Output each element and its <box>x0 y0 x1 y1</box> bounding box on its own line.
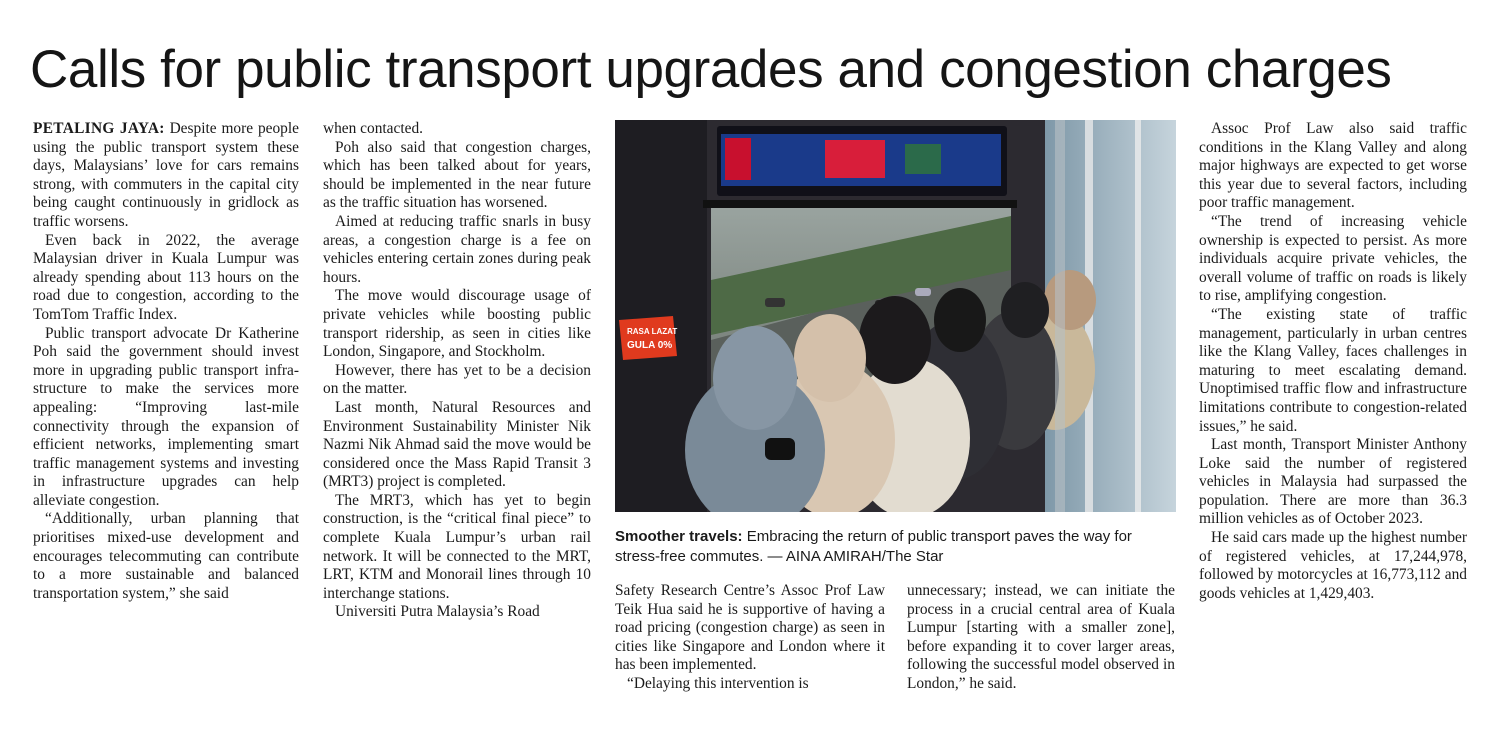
paragraph: The MRT3, which has yet to begin construction, is the “critical final piece” to complete Kuala Lumpur’s urban rail network. It will be connected to the MRT, LRT, KTM and Monorail lines through 10 interchange stations. <box>323 491 591 602</box>
paragraph: Universiti Putra Malaysia’s Road <box>335 603 540 621</box>
sticker-line-2: GULA 0% <box>627 340 673 351</box>
paragraph: Assoc Prof Law also said traffic conditions in the Klang Valley and along major highways are expected to get worse this year due to several factors, including poor traffic management. <box>1199 120 1467 212</box>
train-commuters-photo <box>615 120 1176 512</box>
paragraph: The move would discourage usage of private vehicles while boosting public transport ridership, as seen in cities like London, Singapore, and Stockholm. <box>323 287 591 361</box>
headline: Calls for public transport upgrades and congestion charges <box>30 40 1392 99</box>
article-column-1 <box>33 120 299 603</box>
article-column-3 <box>615 582 885 694</box>
paragraph: “Additionally, urban planning that prioritises mixed-use development and encourages telecommuting can contribute to a more sustainable and balanced transportation system,” she said <box>33 510 299 602</box>
car <box>765 298 785 307</box>
paragraph: Last month, Transport Minister Anthony Loke said the number of registered vehicles in Malaysia had surpassed the population. There are more than 36.3 million vehicles as of October 2023. <box>1199 436 1467 528</box>
photo-illustration <box>615 120 1176 512</box>
paragraph: when contacted. <box>323 120 423 137</box>
paragraph: Safety Research Centre’s Assoc Prof Law Teik Hua said he is supportive of having a road pricing (congestion charge) as seen in cities like Singapore and London where it has been implemented. <box>615 582 885 674</box>
dateline: PETALING JAYA: <box>33 120 165 137</box>
paragraph: “The trend of increasing vehicle ownership is expected to persist. As more individuals acquire private vehicles, the overall volume of traffic on roads is likely to rise, amplifying congestion. <box>1199 212 1467 305</box>
window-sticker <box>619 316 677 360</box>
article-column-2 <box>323 120 591 622</box>
caption-lead: Smoother travels: <box>615 528 743 545</box>
paragraph: Aimed at reducing traffic snarls in busy areas, a congestion charge is a fee on vehicles entering certain zones during peak hours. <box>323 212 591 286</box>
caption-text: Embracing the return of public transport paves the way for stress-free commutes. — AINA AMIRAH/The Star <box>615 528 1132 565</box>
paragraph: Last month, Natural Resources and Environment Sustainability Minister Nik Nazmi Nik Ahmad said the move would be considered once the Mass Rapid Transit 3 (MRT3) project is completed. <box>323 398 591 491</box>
paragraph: Even back in 2022, the average Malaysian driver in Kuala Lumpur was already spending about 113 hours on the road due to congestion, according to the TomTom Traffic Index. <box>33 231 299 323</box>
sticker-line-1: RASA LAZAT <box>627 327 678 336</box>
article-column-5 <box>1199 120 1467 603</box>
paragraph: unnecessary; instead, we can initiate the process in a crucial central area of Kuala Lumpur [starting with a smaller zone], before expanding it to cover larger areas, following the successful model observed in London,” he said. <box>907 582 1175 692</box>
car <box>915 288 931 296</box>
paragraph: “The existing state of traffic management, particularly in urban centres like the Klang Valley, faces challenges in maturing to meet escalating demand. Unoptimised traffic flow and infrastructure limitations contribute to congestion-related issues,” he said. <box>1199 305 1467 435</box>
photo-caption <box>615 527 1177 567</box>
paragraph: He said cars made up the highest number of registered vehicles, at 17,244,978, followed by motorcycles at 16,773,112 and goods vehicles at 1,429,403. <box>1199 529 1467 602</box>
article-column-4 <box>907 582 1175 694</box>
paragraph: “Delaying this intervention is <box>627 674 809 692</box>
paragraph: Public transport advocate Dr Katherine Poh said the government should invest more in upgrading public transport infrastructure to make the services more appealing: “Improving last-mile connectivity through the expansion of efficient networks, implementing smart traffic management systems and investing in infrastructure upgrades can help alleviate congestion. <box>33 324 299 509</box>
paragraph: However, there has yet to be a decision on the matter. <box>323 361 591 398</box>
paragraph: Poh also said that congestion charges, which has been talked about for years, should be implemented in the near future as the traffic situation has worsened. <box>323 138 591 212</box>
paragraph: PETALING JAYA: Despite more people using the public transport system these days, Malaysians’ love for cars remains strong, with commuters in the capital city being caught continuously in gridlock as traffic worsens. <box>33 120 299 230</box>
